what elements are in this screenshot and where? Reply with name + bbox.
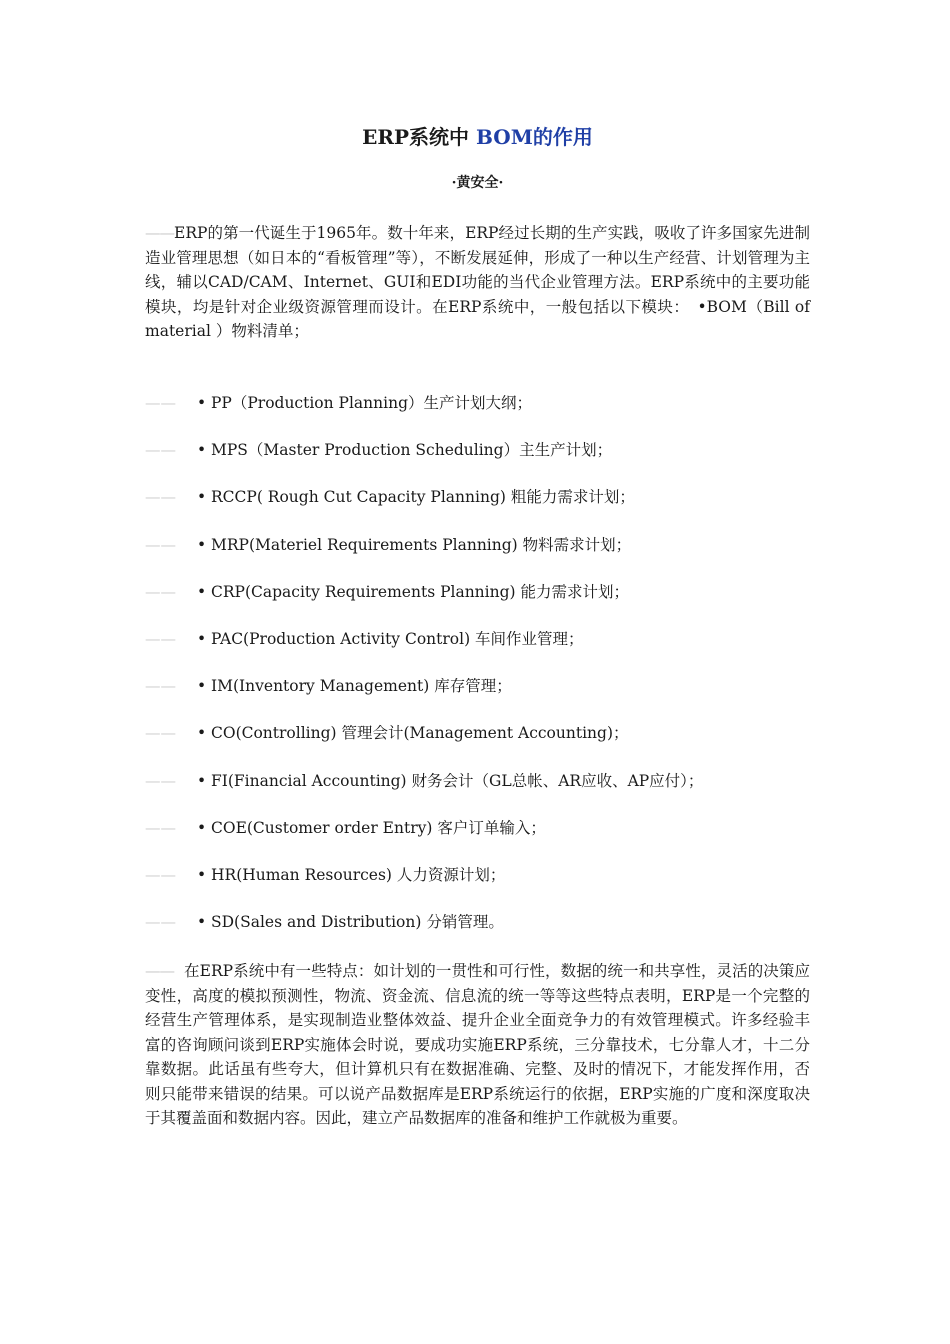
closing-text: 在ERP系统中有一些特点：如计划的一贯性和可行性，数据的统一和共享性，灵活的决策应变性，高度的模拟预测性，物流、资金流、信息流的统一等等这些特点表明，ERP是一个完整的经营生产管理体系，是实现制造业整体效益、提升企业全面竞争力的有效管理模式。许多经验丰富的咨询顾问谈到ERP实施体会时说，要成功实施ERP系统，三分靠技术，七分靠人才，十二分靠数据。此话虽有些夸大，但计算机只有在数据准确、完整、及时的情况下，才能发挥作用，否则只能带来错误的结果。可以说产品数据库是ERP系统运行的依据，ERP实施的广度和深度取决于其覆盖面和数据内容。因此，建立产品数据库的准备和维护工作就极为重要。 bbox=[145, 962, 810, 1127]
item-lead-dash: —— bbox=[145, 488, 176, 507]
bullet-icon: • bbox=[197, 394, 207, 412]
item-lead-dash: —— bbox=[145, 771, 176, 790]
bullet-icon: • bbox=[197, 629, 207, 648]
list-item bbox=[145, 391, 810, 438]
intro-paragraph bbox=[145, 221, 810, 344]
closing-lead-dash: —— bbox=[145, 962, 174, 980]
item-lead-dash: —— bbox=[145, 865, 176, 884]
module-text: FI(Financial Accounting) 财务会计（GL总帐、AR应收、AP应付）； bbox=[211, 771, 704, 790]
module-text: COE(Customer order Entry) 客户订单输入； bbox=[211, 818, 546, 837]
bullet-icon: • bbox=[197, 535, 207, 554]
document-title bbox=[145, 122, 810, 152]
bullet-icon: • bbox=[197, 488, 207, 507]
list-item bbox=[145, 910, 810, 957]
module-text: IM(Inventory Management) 库存管理； bbox=[211, 677, 512, 696]
title-accent: BOM的作用 bbox=[476, 125, 593, 149]
bullet-icon: • bbox=[197, 724, 207, 743]
list-item bbox=[145, 438, 810, 485]
module-text: PAC(Production Activity Control) 车间作业管理； bbox=[211, 629, 584, 648]
item-lead-dash: —— bbox=[145, 535, 176, 554]
item-lead-dash: —— bbox=[145, 677, 176, 696]
item-lead-dash: —— bbox=[145, 394, 176, 412]
bullet-icon: • bbox=[197, 818, 207, 837]
module-text: HR(Human Resources) 人力资源计划； bbox=[211, 865, 506, 884]
module-text: SD(Sales and Distribution) 分销管理。 bbox=[211, 913, 504, 932]
bullet-icon: • bbox=[197, 677, 207, 696]
bullet-icon: • bbox=[197, 771, 207, 790]
list-item bbox=[145, 863, 810, 910]
module-text: PP（Production Planning）生产计划大纲； bbox=[211, 394, 532, 412]
list-item bbox=[145, 721, 810, 768]
intro-text: ERP的第一代诞生于1965年。数十年来，ERP经过长期的生产实践，吸收了许多国家先进制造业管理思想（如日本的“看板管理”等），不断发展延伸，形成了一种以生产经营、计划管理为主线，辅以CAD/CAM、Internet、GUI和EDI功能的当代企业管理方法。ERP系统中的主要功能模块，均是针对企业级资源管理而设计。在ERP系统中，一般包括以下模块： •BOM（Bill of material ）物料清单； bbox=[145, 224, 810, 340]
item-lead-dash: —— bbox=[145, 582, 176, 601]
item-lead-dash: —— bbox=[145, 724, 176, 743]
bullet-icon: • bbox=[197, 913, 207, 932]
list-item bbox=[145, 674, 810, 721]
bullet-icon: • bbox=[197, 865, 207, 884]
closing-paragraph bbox=[145, 959, 810, 1131]
item-lead-dash: —— bbox=[145, 441, 176, 460]
bullet-icon: • bbox=[197, 441, 207, 460]
list-item bbox=[145, 816, 810, 863]
title-prefix: ERP系统中 bbox=[362, 125, 470, 149]
module-list bbox=[145, 391, 810, 957]
list-item bbox=[145, 580, 810, 627]
module-text: CO(Controlling) 管理会计(Management Accounting)； bbox=[211, 724, 629, 743]
item-lead-dash: —— bbox=[145, 818, 176, 837]
module-text: MRP(Materiel Requirements Planning) 物料需求计划； bbox=[211, 535, 632, 554]
bullet-icon: • bbox=[197, 582, 207, 601]
module-text: MPS（Master Production Scheduling）主生产计划； bbox=[211, 441, 613, 460]
list-item bbox=[145, 769, 810, 816]
list-item bbox=[145, 533, 810, 580]
module-text: CRP(Capacity Requirements Planning) 能力需求计划； bbox=[211, 582, 630, 601]
item-lead-dash: —— bbox=[145, 629, 176, 648]
list-item bbox=[145, 485, 810, 532]
author-line: ·黄安全· bbox=[451, 175, 504, 191]
list-item bbox=[145, 627, 810, 674]
module-text: RCCP( Rough Cut Capacity Planning) 粗能力需求计划； bbox=[211, 488, 635, 507]
intro-lead-dash: —— bbox=[145, 224, 174, 242]
item-lead-dash: —— bbox=[145, 913, 176, 932]
